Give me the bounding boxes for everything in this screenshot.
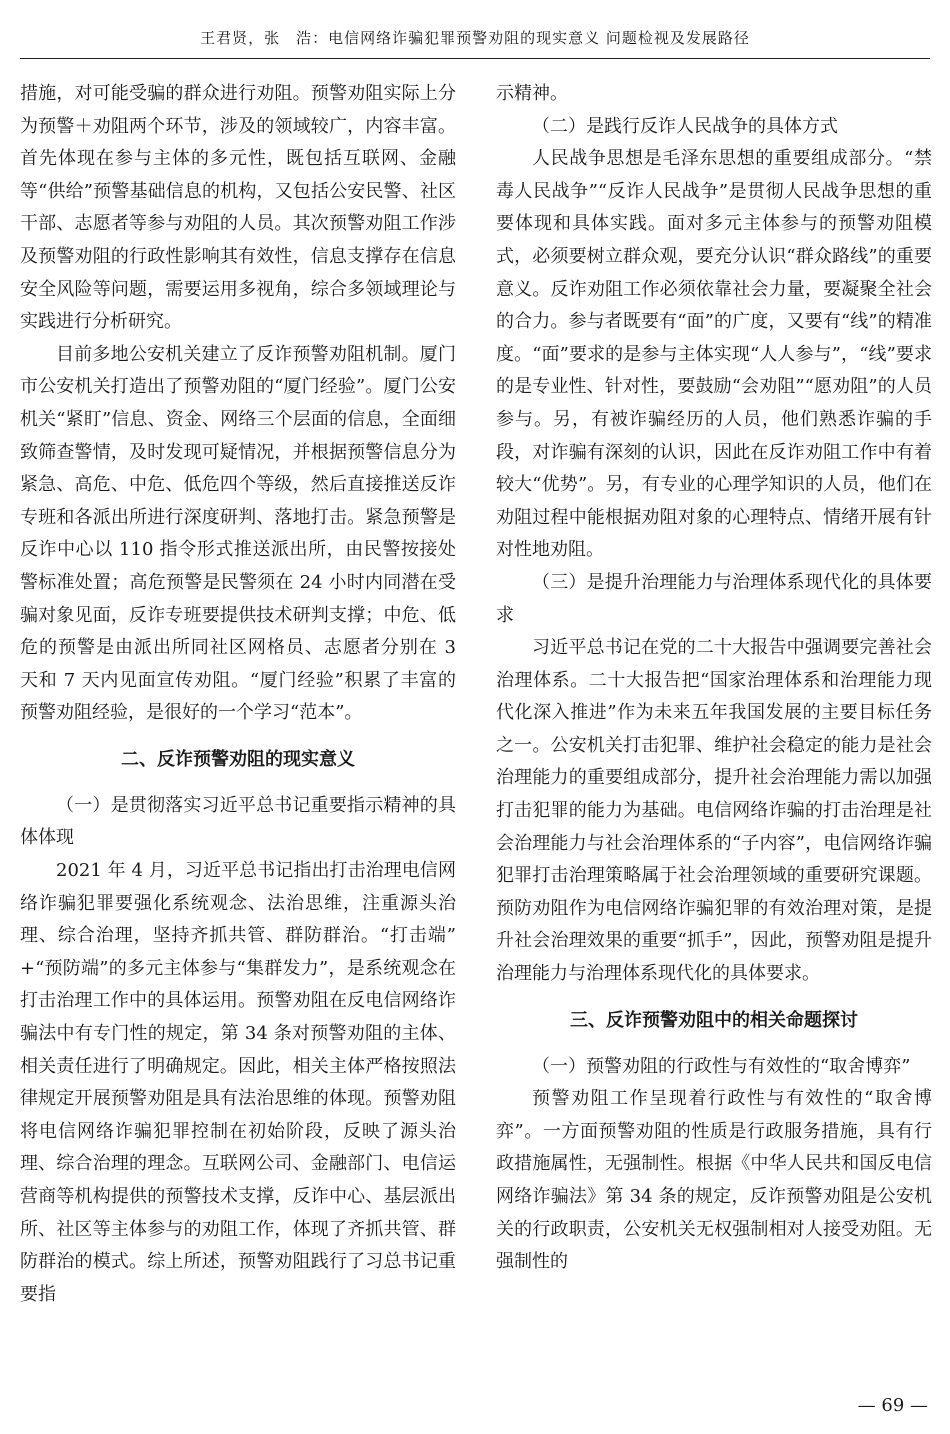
subsection-heading: （一）是贯彻落实习近平总书记重要指示精神的具体体现 bbox=[20, 794, 456, 849]
page-number: — 69 — bbox=[857, 1395, 928, 1416]
paragraph: 目前多地公安机关建立了反诈预警劝阻机制。厦门市公安机关打造出了预警劝阻的“厦门经验”。厦门公安机关“紧盯”信息、资金、网络三个层面的信息，全面细致筛查警情，及时发现可疑情况，并根据预警信息分为紧急、高危、中危、低危四个等级，然后直接推送反诈专班和各派出所进行深度研判、落地打击。紧急预警是反诈中心以 110 指令形式推送派出所，由民警按接处警标准处置；高危预警是民警须在 24 小时内同潜在受骗对象见面，反诈专班要提供技术研判支撑；中危、低危的预警是由派出所同社区网格员、志愿者分别在 3 天和 7 天内见面宣传劝阻。“厦门经验”积累了丰富的预警劝阻经验，是很好的一个学习“范本”。 bbox=[20, 343, 456, 724]
running-header: 王君贤，张 浩：电信网络诈骗犯罪预警劝阻的现实意义 问题检视及发展路径 bbox=[200, 29, 750, 47]
section-heading: 二、反诈预警劝阻的现实意义 bbox=[121, 748, 355, 770]
left-column bbox=[20, 78, 456, 1311]
subsection-heading: （一）预警劝阻的行政性与有效性的“取舍博弈” bbox=[532, 1055, 911, 1077]
paragraph: 习近平总书记在党的二十大报告中强调要完善社会治理体系。二十大报告把“国家治理体系和治理能力现代化深入推进”作为未来五年我国发展的主要目标任务之一。公安机关打击犯罪、维护社会稳定的能力是社会治理能力的重要组成部分，提升社会治理能力需以加强打击犯罪的能力为基础。电信网络诈骗的打击治理是社会治理能力与社会治理体系的“子内容”，电信网络诈骗犯罪打击治理策略属于社会治理领域的重要研究课题。预防劝阻作为电信网络诈骗犯罪的有效治理对策，是提升社会治理效果的重要“抓手”，因此，预警劝阻是提升治理能力与治理体系现代化的具体要求。 bbox=[496, 637, 932, 985]
subsection-heading: （二）是践行反诈人民战争的具体方式 bbox=[532, 115, 838, 137]
paragraph: 2021 年 4 月，习近平总书记指出打击治理电信网络诈骗犯罪要强化系统观念、法治思维，注重源头治理、综合治理，坚持齐抓共管、群防群治。“打击端” +“预防端”的多元主体参与“集群发力”，是系统观念在打击治理工作中的具体运用。预警劝阻在反电信网络诈骗法中有专门性的规定，第 34 条对预警劝阻的主体、相关责任进行了明确规定。因此，相关主体严格按照法律规定开展预警劝阻是具有法治思维的体现。预警劝阻将电信网络诈骗犯罪控制在初始阶段，反映了源头治理、综合治理的理念。互联网公司、金融部门、电信运营商等机构提供的预警技术支撑，反诈中心、基层派出所、社区等主体参与的劝阻工作，体现了齐抓共管、群防群治的模式。综上所述，预警劝阻践行了习总书记重要指 bbox=[20, 860, 456, 1305]
subsection-heading: （三）是提升治理能力与治理体系现代化的具体要求 bbox=[496, 571, 932, 626]
paragraph: 人民战争思想是毛泽东思想的重要组成部分。“禁毒人民战争”“反诈人民战争”是贯彻人民战争思想的重要体现和具体实践。面对多元主体参与的预警劝阻模式，必须要树立群众观，要充分认识“群众路线”的重要意义。反诈劝阻工作必须依靠社会力量，要凝聚全社会的合力。参与者既要有“面”的广度，又要有“线”的精准度。“面”要求的是参与主体实现“人人参与”，“线”要求的是专业性、针对性，要鼓励“会劝阻”“愿劝阻”的人员参与。另，有被诈骗经历的人员，他们熟悉诈骗的手段，对诈骗有深刻的认识，因此在反诈劝阻工作中有着较大“优势”。另，有专业的心理学知识的人员，他们在劝阻过程中能根据劝阻对象的心理特点、情绪开展有针对性地劝阻。 bbox=[496, 148, 932, 561]
paragraph: 预警劝阻工作呈现着行政性与有效性的“取舍博弈”。一方面预警劝阻的性质是行政服务措施，具有行政措施属性，无强制性。根据《中华人民共和国反电信网络诈骗法》第 34 条的规定，反诈预警劝阻是公安机关的行政职责，公安机关无权强制相对人接受劝阻。无强制性的 bbox=[496, 1088, 932, 1273]
right-column bbox=[496, 78, 932, 1279]
paragraph: 示精神。 bbox=[496, 83, 568, 104]
header-rule bbox=[20, 58, 930, 59]
section-heading: 三、反诈预警劝阻中的相关命题探讨 bbox=[570, 1009, 858, 1031]
paragraph: 措施，对可能受骗的群众进行劝阻。预警劝阻实际上分为预警＋劝阻两个环节，涉及的领域较广，内容丰富。首先体现在参与主体的多元性，既包括互联网、金融等“供给”预警基础信息的机构，又包括公安民警、社区干部、志愿者等参与劝阻的人员。其次预警劝阻工作涉及预警劝阻的行政性影响其有效性，信息支撑存在信息安全风险等问题，需要运用多视角，综合多领域理论与实践进行分析研究。 bbox=[20, 83, 456, 333]
